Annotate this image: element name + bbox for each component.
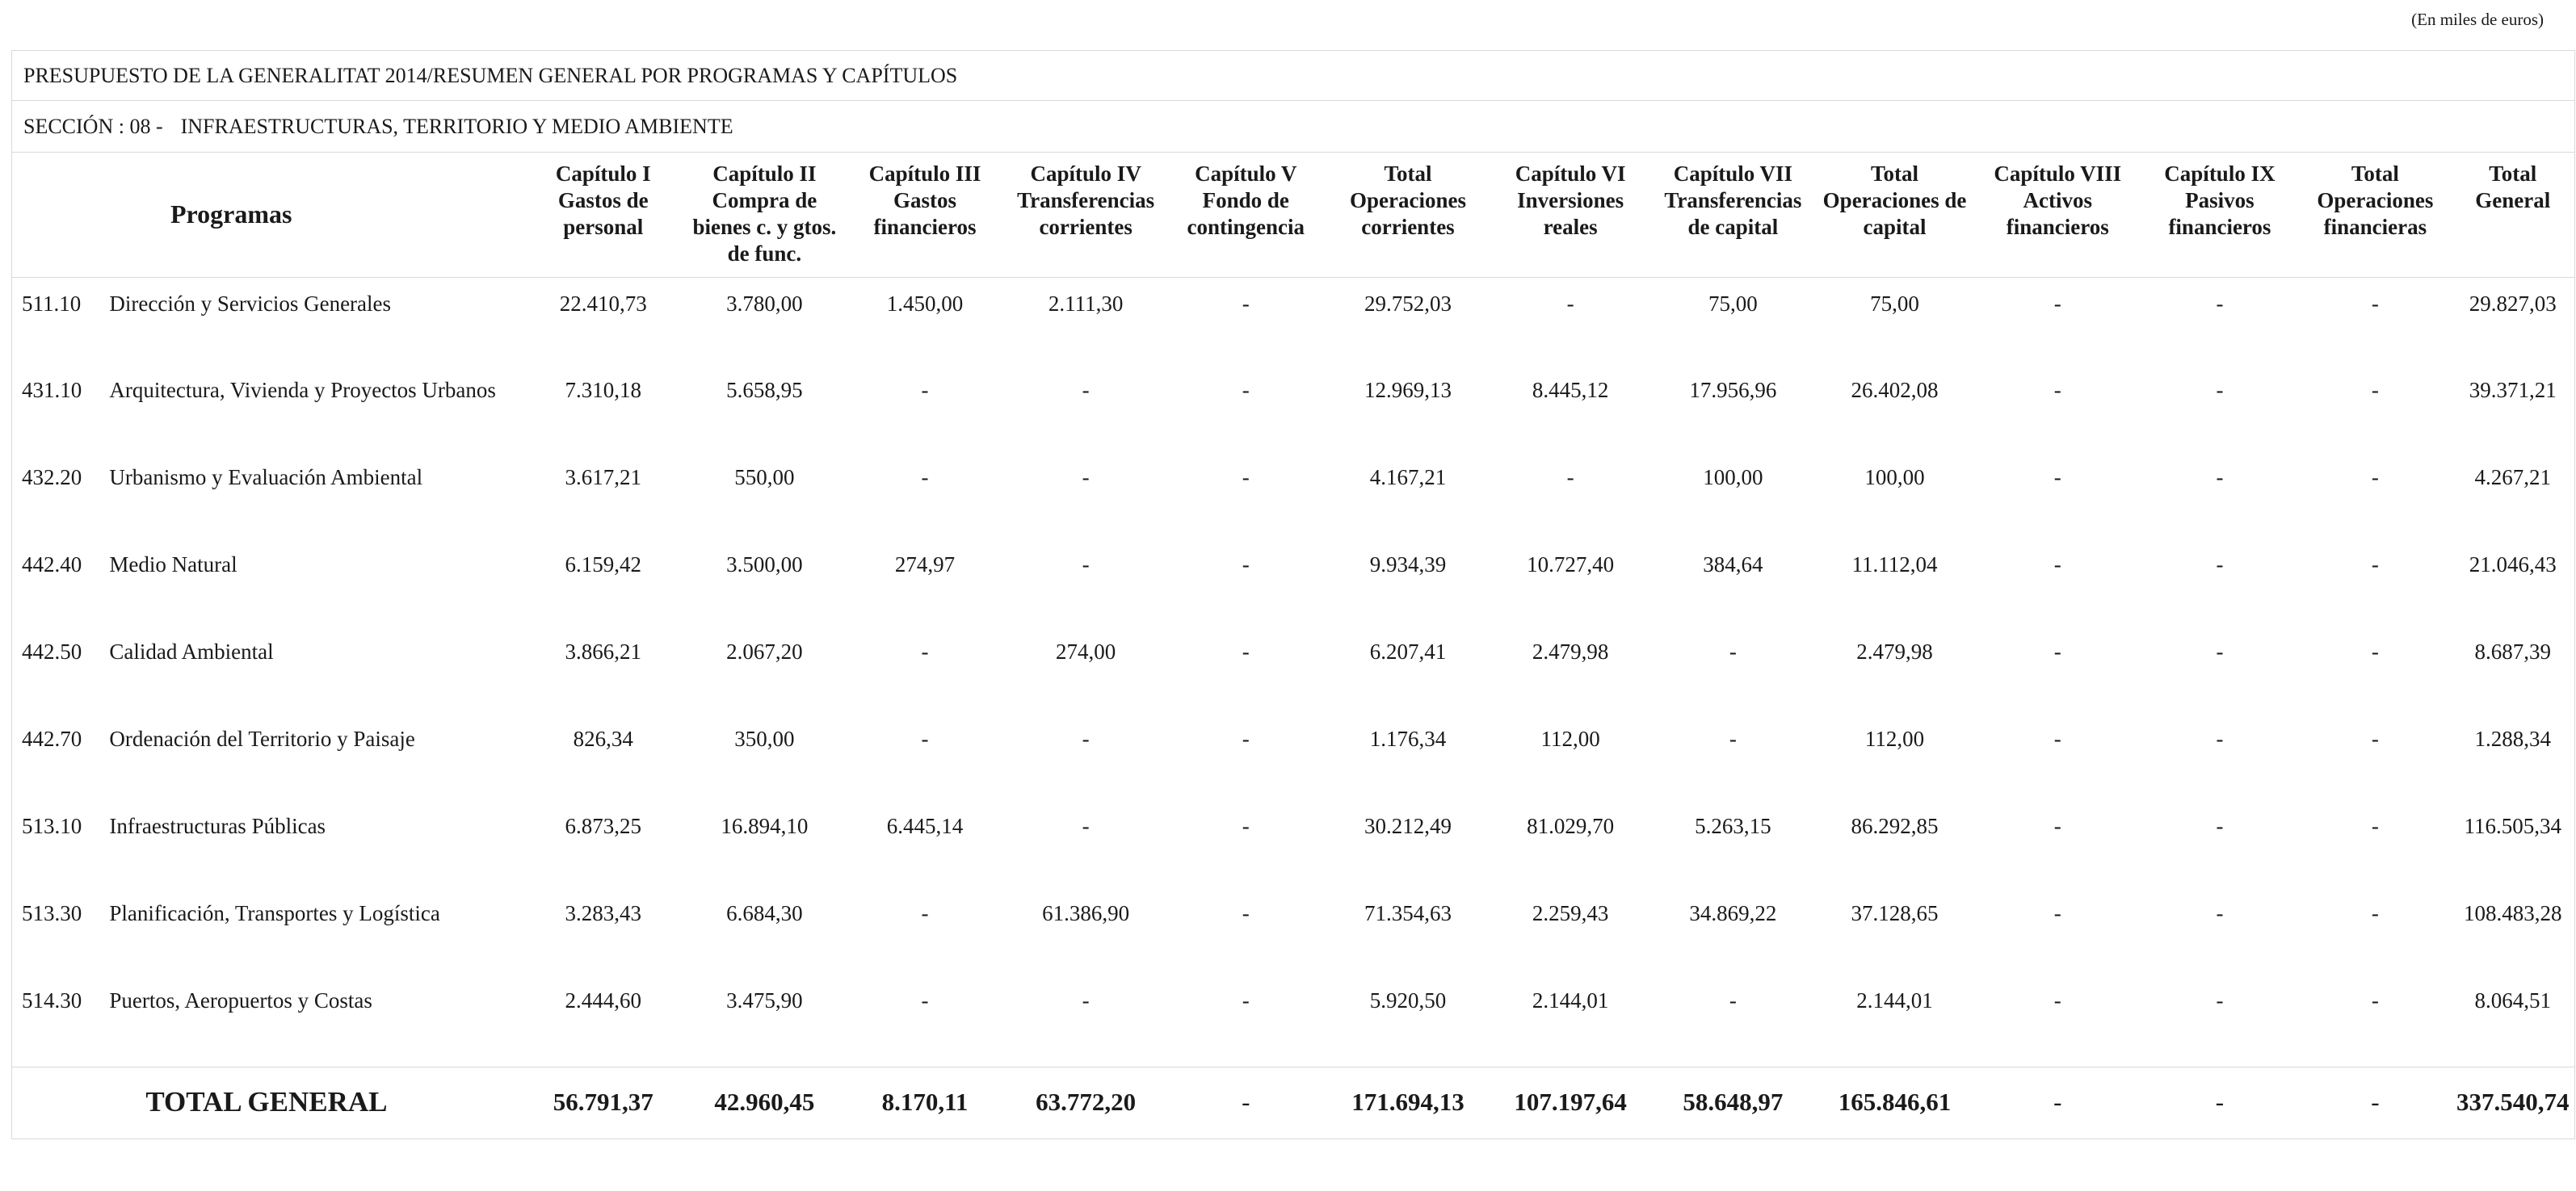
cell-total-corrientes: 9.934,39 <box>1369 552 1447 577</box>
cell-cap-9: - <box>2216 291 2224 316</box>
header-programs: Programas <box>12 153 521 277</box>
cell-total-financieras: - <box>2371 727 2379 751</box>
cell-cap-2: 2.067,20 <box>726 640 803 664</box>
program-name: Arquitectura, Vivienda y Proyectos Urbanos <box>109 378 496 402</box>
header-total-corrientes: Total Operaciones corrientes <box>1326 153 1490 277</box>
cell-cap-3: - <box>921 640 929 664</box>
cell-total-general: 116.505,34 <box>2464 814 2562 838</box>
cell-cap-8: - <box>2053 465 2061 489</box>
cell-cap-4: - <box>1082 465 1090 489</box>
cell-cap-6: - <box>1566 465 1574 489</box>
cell-total-corrientes: 1.176,34 <box>1369 727 1447 751</box>
cell-cap-5: - <box>1242 291 1250 316</box>
program-name: Infraestructuras Públicas <box>109 814 326 838</box>
header-row <box>12 153 2574 277</box>
cell-cap-6: - <box>1566 291 1574 316</box>
program-code: 442.40 <box>22 552 82 577</box>
cell-total-corrientes: 6.207,41 <box>1369 640 1447 664</box>
cell-cap-3: - <box>921 901 929 925</box>
header-cap-7: Capítulo VII Transferencias de capital <box>1652 153 1815 277</box>
program-code: 431.10 <box>22 378 82 402</box>
cell-total-general: 8.687,39 <box>2474 640 2552 664</box>
section-name: INFRAESTRUCTURAS, TERRITORIO Y MEDIO AMBIENTE <box>180 114 733 138</box>
cell-total-capital: 75,00 <box>1870 291 1919 316</box>
cell-total-general: 29.827,03 <box>2469 291 2557 316</box>
program-code: 513.30 <box>22 901 82 925</box>
cell-cap-8: - <box>2053 291 2061 316</box>
total-cap-2: 42.960,45 <box>686 1067 844 1136</box>
header-cap-8: Capítulo VIII Activos financieros <box>1975 153 2141 277</box>
cell-cap-6: 2.479,98 <box>1532 640 1609 664</box>
total-cap-1: 56.791,37 <box>521 1067 686 1136</box>
cell-cap-2: 5.658,95 <box>726 378 803 402</box>
cell-cap-5: - <box>1242 814 1250 838</box>
cell-cap-2: 16.894,10 <box>721 814 809 838</box>
cell-cap-9: - <box>2216 814 2224 838</box>
cell-cap-4: 2.111,30 <box>1048 291 1124 316</box>
cell-cap-7: - <box>1729 640 1737 664</box>
header-cap-4: Capítulo IV Transferencias corrientes <box>1006 153 1166 277</box>
cell-cap-8: - <box>2053 378 2061 402</box>
cell-total-financieras: - <box>2371 465 2379 489</box>
cell-cap-6: 2.144,01 <box>1532 988 1609 1013</box>
cell-total-financieras: - <box>2371 291 2379 316</box>
total-total-corrientes: 171.694,13 <box>1326 1067 1490 1136</box>
table-row <box>12 626 2574 713</box>
cell-total-general: 39.371,21 <box>2469 378 2557 402</box>
program-code: 513.10 <box>22 814 82 838</box>
total-cap-4: 63.772,20 <box>1006 1067 1166 1136</box>
cell-cap-4: 61.386,90 <box>1042 901 1130 925</box>
cell-cap-8: - <box>2053 640 2061 664</box>
cell-cap-1: 3.866,21 <box>565 640 641 664</box>
cell-cap-5: - <box>1242 727 1250 751</box>
cell-cap-7: 100,00 <box>1703 465 1763 489</box>
table-row <box>12 277 2574 364</box>
program-name: Dirección y Servicios Generales <box>109 291 392 316</box>
header-cap-1: Capítulo I Gastos de personal <box>521 153 686 277</box>
total-total-general: 337.540,74 <box>2452 1067 2574 1136</box>
program-code: 442.70 <box>22 727 82 751</box>
cell-cap-9: - <box>2216 988 2224 1013</box>
cell-total-financieras: - <box>2371 378 2379 402</box>
total-total-financieras: - <box>2299 1067 2451 1136</box>
cell-total-capital: 100,00 <box>1864 465 1925 489</box>
cell-cap-8: - <box>2053 552 2061 577</box>
cell-cap-8: - <box>2053 814 2061 838</box>
cell-total-financieras: - <box>2371 814 2379 838</box>
cell-cap-5: - <box>1242 988 1250 1013</box>
report-title-row <box>12 51 2574 101</box>
cell-cap-4: - <box>1082 814 1090 838</box>
cell-total-corrientes: 29.752,03 <box>1364 291 1452 316</box>
cell-cap-3: - <box>921 378 929 402</box>
cell-cap-6: 81.029,70 <box>1527 814 1615 838</box>
table-row <box>12 975 2574 1067</box>
cell-cap-8: - <box>2053 727 2061 751</box>
cell-total-corrientes: 30.212,49 <box>1364 814 1452 838</box>
program-name: Medio Natural <box>109 552 237 577</box>
cell-total-financieras: - <box>2371 552 2379 577</box>
header-total-financieras: Total Operaciones financieras <box>2299 153 2451 277</box>
cell-cap-1: 3.283,43 <box>565 901 641 925</box>
cell-cap-9: - <box>2216 640 2224 664</box>
program-code: 442.50 <box>22 640 82 664</box>
program-name: Puertos, Aeropuertos y Costas <box>109 988 372 1013</box>
total-cap-9: - <box>2141 1067 2300 1136</box>
cell-cap-3: 6.445,14 <box>886 814 964 838</box>
header-cap-6: Capítulo VI Inversiones reales <box>1490 153 1652 277</box>
cell-cap-1: 3.617,21 <box>565 465 641 489</box>
header-cap-5: Capítulo V Fondo de contingencia <box>1165 153 1326 277</box>
total-cap-7: 58.648,97 <box>1652 1067 1815 1136</box>
cell-total-general: 1.288,34 <box>2474 727 2552 751</box>
cell-cap-2: 6.684,30 <box>726 901 803 925</box>
total-cap-3: 8.170,11 <box>843 1067 1006 1136</box>
section-row <box>12 101 2574 153</box>
header-total-general: Total General <box>2452 153 2574 277</box>
header-total-capital: Total Operaciones de capital <box>1814 153 1975 277</box>
cell-cap-4: - <box>1082 988 1090 1013</box>
header-cap-3: Capítulo III Gastos financieros <box>843 153 1006 277</box>
cell-cap-3: 1.450,00 <box>886 291 964 316</box>
cell-cap-7: - <box>1729 727 1737 751</box>
report-frame <box>11 50 2575 1139</box>
cell-cap-2: 3.475,90 <box>726 988 803 1013</box>
cell-cap-3: 274,97 <box>894 552 956 577</box>
total-cap-6: 107.197,64 <box>1490 1067 1652 1136</box>
table-row <box>12 887 2574 975</box>
cell-total-general: 8.064,51 <box>2474 988 2552 1013</box>
table-row <box>12 800 2574 887</box>
cell-total-capital: 2.144,01 <box>1856 988 1933 1013</box>
cell-total-capital: 26.402,08 <box>1851 378 1939 402</box>
cell-cap-5: - <box>1242 552 1250 577</box>
cell-cap-1: 826,34 <box>573 727 633 751</box>
cell-cap-9: - <box>2216 378 2224 402</box>
cell-total-corrientes: 71.354,63 <box>1364 901 1452 925</box>
cell-cap-5: - <box>1242 465 1250 489</box>
program-name: Ordenación del Territorio y Paisaje <box>109 727 415 751</box>
cell-total-capital: 37.128,65 <box>1851 901 1939 925</box>
cell-cap-5: - <box>1242 901 1250 925</box>
cell-cap-5: - <box>1242 640 1250 664</box>
table-row <box>12 451 2574 539</box>
table-row <box>12 713 2574 800</box>
cell-cap-6: 112,00 <box>1540 727 1600 751</box>
table-body <box>12 277 2574 1136</box>
unit-note: (En miles de euros) <box>2411 10 2544 29</box>
cell-cap-3: - <box>921 727 929 751</box>
cell-cap-4: - <box>1082 378 1090 402</box>
cell-cap-9: - <box>2216 552 2224 577</box>
cell-total-general: 4.267,21 <box>2474 465 2552 489</box>
cell-cap-2: 3.500,00 <box>726 552 803 577</box>
cell-cap-2: 350,00 <box>734 727 795 751</box>
cell-total-general: 21.046,43 <box>2469 552 2557 577</box>
cell-total-capital: 11.112,04 <box>1851 552 1938 577</box>
header-cap-9: Capítulo IX Pasivos financieros <box>2141 153 2300 277</box>
cell-cap-9: - <box>2216 465 2224 489</box>
cell-total-financieras: - <box>2371 988 2379 1013</box>
cell-cap-5: - <box>1242 378 1250 402</box>
total-total-capital: 165.846,61 <box>1814 1067 1975 1136</box>
cell-total-corrientes: 12.969,13 <box>1364 378 1452 402</box>
cell-cap-1: 7.310,18 <box>565 378 641 402</box>
table-row <box>12 539 2574 626</box>
cell-cap-6: 2.259,43 <box>1532 901 1609 925</box>
cell-cap-8: - <box>2053 901 2061 925</box>
cell-cap-7: 34.869,22 <box>1689 901 1777 925</box>
cell-cap-1: 6.159,42 <box>565 552 641 577</box>
cell-total-capital: 2.479,98 <box>1856 640 1933 664</box>
cell-cap-2: 550,00 <box>734 465 795 489</box>
cell-cap-4: - <box>1082 727 1090 751</box>
cell-total-general: 108.483,28 <box>2464 901 2562 925</box>
cell-total-financieras: - <box>2371 901 2379 925</box>
cell-cap-8: - <box>2053 988 2061 1013</box>
total-label: TOTAL GENERAL <box>12 1067 521 1136</box>
program-name: Planificación, Transportes y Logística <box>109 901 440 925</box>
cell-cap-9: - <box>2216 727 2224 751</box>
cell-cap-3: - <box>921 465 929 489</box>
cell-cap-1: 2.444,60 <box>565 988 641 1013</box>
total-row <box>12 1067 2574 1136</box>
cell-cap-7: 384,64 <box>1703 552 1763 577</box>
section-label: SECCIÓN : 08 - <box>23 114 163 138</box>
cell-total-corrientes: 4.167,21 <box>1369 465 1447 489</box>
cell-total-financieras: - <box>2371 640 2379 664</box>
report-title: PRESUPUESTO DE LA GENERALITAT 2014/RESUMEN GENERAL POR PROGRAMAS Y CAPÍTULOS <box>23 63 958 87</box>
program-name: Urbanismo y Evaluación Ambiental <box>109 465 423 489</box>
cell-cap-7: - <box>1729 988 1737 1013</box>
cell-cap-7: 75,00 <box>1708 291 1758 316</box>
cell-total-corrientes: 5.920,50 <box>1369 988 1447 1013</box>
cell-cap-3: - <box>921 988 929 1013</box>
cell-total-capital: 112,00 <box>1864 727 1925 751</box>
cell-cap-6: 8.445,12 <box>1532 378 1609 402</box>
cell-total-capital: 86.292,85 <box>1851 814 1939 838</box>
cell-cap-4: - <box>1082 552 1090 577</box>
cell-cap-7: 17.956,96 <box>1689 378 1777 402</box>
cell-cap-7: 5.263,15 <box>1695 814 1771 838</box>
cell-cap-1: 22.410,73 <box>559 291 647 316</box>
header-cap-2: Capítulo II Compra de bienes c. y gtos. de func. <box>686 153 844 277</box>
total-cap-8: - <box>1975 1067 2141 1136</box>
program-code: 511.10 <box>22 291 82 316</box>
cell-cap-2: 3.780,00 <box>726 291 803 316</box>
cell-cap-6: 10.727,40 <box>1527 552 1615 577</box>
budget-table <box>12 153 2574 1136</box>
cell-cap-4: 274,00 <box>1056 640 1116 664</box>
table-row <box>12 364 2574 451</box>
total-cap-5: - <box>1165 1067 1326 1136</box>
program-name: Calidad Ambiental <box>109 640 274 664</box>
cell-cap-9: - <box>2216 901 2224 925</box>
program-code: 514.30 <box>22 988 82 1013</box>
program-code: 432.20 <box>22 465 82 489</box>
cell-cap-1: 6.873,25 <box>565 814 641 838</box>
